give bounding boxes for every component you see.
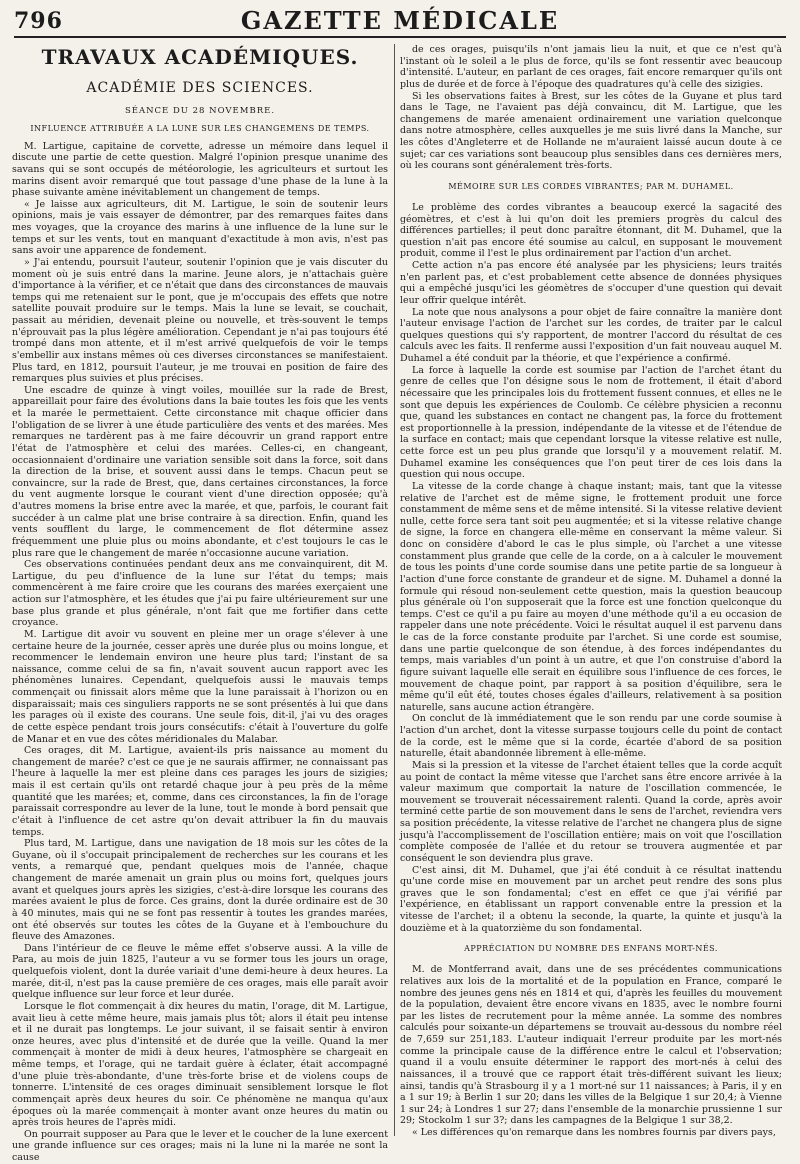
paragraph: Lorsque le flot commençait à dix heures du matin, l'orage, dit M. Lartigue, avait lieu à cette même heure, mais jamais plus tôt; alors il était peu intense et il ne durait pas longtemps. Le jour suivant, il se faisait sentir à environ onze heures, avec plus d'intensité et de durée que la veille. Quand la mer commençait à monter de midi à deux heures, l'atmosphère se chargeait en même temps, et l'orage, qui ne tardait guère à éclater, était accompagné d'une pluie très-abondante, d'une très-forte brise et de violens coups de tonnerre. L'intensité de ces orages diminuait sensiblement lorsque le flot commençait après deux heures du soir. Ce phénomène ne manqua qu'aux époques où la marée commençait à monter avant onze heures du matin ou après trois heures de l'après midi. [12, 1000, 388, 1129]
paragraph: « Les différences qu'on remarque dans les nombres fournis par divers pays, [412, 1127, 776, 1138]
seance-date: SÉANCE DU 28 NOVEMBRE. [124, 106, 276, 116]
paragraph: On pourrait supposer au Para que le lever et le coucher de la lune exercent une grande influence sur ces orages; mais ni la lune ni la marée ne sont la cause [12, 1128, 388, 1163]
paragraph: La vitesse de la corde change à chaque instant; mais, tant que la vitesse relative de l'archet est de même signe, le frottement produit une force constamment de même sens et de même intensité. Si la vitesse relative devient nulle, cette force sera tant soit peu augmentée; et si la vitesse relative change de signe, la force en changera elle-même en conservant la même valeur. Si donc on considère d'abord le cas le plus simple, où l'archet a une vitesse constamment plus grande que celle de la corde, on a à calculer le mouvement de tous les points d'une corde soumise dans une petite partie de sa longueur à l'action d'une force constante de grandeur et de signe. M. Duhamel a donné la formule qui résoud non-seulement cette question, mais la question beaucoup plus générale où l'on supposerait que la force est une fonction quelconque du temps. C'est ce qu'il a pu faire au moyen d'une méthode qu'il a eu occasion de rappeler dans une note précédente. Voici le résultat auquel il est parvenu dans le cas de la force constante produite par l'archet. Si une corde est soumise, dans une partie quelconque de son étendue, à des forces indépendantes du temps, mais variables d'un point à un autre, et que l'on construise d'abord la figure suivant laquelle elle serait en équilibre sous l'influence de ces forces, le mouvement de chaque point, par rapport à sa position d'équilibre, sera le même qu'il eût été, toutes choses égales d'ailleurs, relativement à sa position naturelle, sans aucune action étrangère. [400, 480, 782, 713]
paragraph: « Je laisse aux agriculteurs, dit M. Lartigue, le soin de soutenir leurs opinions, mais je vais essayer de démontrer, par des remarques faites dans mes voyages, que la croyance des marins à une influence de la lune sur le temps et sur les vents, tout en manquant d'exactitude à mon avis, n'est pas sans avoir une apparence de fondement. [12, 198, 388, 257]
cordes-paragraphs [400, 202, 782, 934]
topic-heading-lune: INFLUENCE ATTRIBUÉE A LA LUNE SUR LES CHANGEMENS DE TEMPS. [30, 123, 370, 133]
page-header [14, 6, 786, 38]
paragraph: Le problème des cordes vibrantes a beaucoup exercé la sagacité des géomètres, et c'est à lui qu'on doit les premiers progrès du calcul des différences partielles; il peut donc paraître étonnant, dit M. Duhamel, que la question n'ait pas encore été soumise au calcul, en supposant le mouvement produit, comme il l'est le plus ordinairement par l'action d'un archet. [400, 201, 782, 260]
subsection-title: ACADÉMIE DES SCIENCES. [86, 80, 314, 96]
paragraph: Cette action n'a pas encore été analysée par les physiciens; leurs traités n'en parlent pas, et c'est probablement cette absence de données physiques qui a empêché jusqu'ici les géomètres de s'occuper d'une question qui devait leur offrir quelque intérêt. [400, 260, 782, 306]
page-number: 796 [14, 8, 63, 34]
left-column [12, 44, 388, 1163]
right-column [400, 44, 782, 1136]
paragraph: Ces orages, dit M. Lartigue, avaient-ils pris naissance au moment du changement de marée? c'est ce que je ne saurais affirmer, ne connaissant pas l'heure à laquelle la mer est pleine dans ces parages les jours de sizigies; mais il est certain qu'ils ont retardé chaque jour à peu près de la même quantité que les marées; et, comme, dans ces circonstances, la fin de l'orage paraissait correspondre au lever de la lune, tout le monde à bord pensait que c'était à l'influence de cet astre qu'on devait attribuer la fin du mauvais temps. [12, 745, 388, 838]
paragraph: de ces orages, puisqu'ils n'ont jamais lieu la nuit, et que ce n'est qu'à l'instant où le soleil a le plus de force, qu'ils se font ressentir avec beaucoup d'intensité. L'auteur, en parlant de ces orages, fait encore remarquer qu'ils ont plus de durée et de force à l'époque des quadratures qu'à celle des sizigies. [400, 44, 782, 90]
topic-heading-cordes: MÉMOIRE SUR LES CORDES VIBRANTES; PAR M. DUHAMEL. [448, 181, 734, 191]
column-divider [394, 44, 395, 1136]
left-paragraphs [12, 141, 388, 1164]
journal-title: GAZETTE MÉDICALE [240, 6, 560, 35]
paragraph: Plus tard, M. Lartigue, dans une navigation de 18 mois sur les côtes de la Guyane, où il s'occupait principalement de recherches sur les courans et les vents, a remarqué que, pendant quelques mois de l'année, chaque changement de marée amenait un grain plus ou moins fort, quelques jours avant et quelques jours après les sizigies, c'est-à-dire lorsque les courans des marées avaient le plus de force. Ces grains, dont la durée ordinaire est de 30 à 40 minutes, mais qui ne se font pas ressentir à toutes les grandes marées, ont été observés sur toutes les côtes de la Guyane et à l'embouchure du fleuve des Amazones. [12, 838, 388, 943]
paragraph: M. de Montferrand avait, dans une de ses précédentes communications relatives aux lois de la mortalité et de la population en France, comparé le nombre des jeunes gens nés en 1814 et qui, d'après les feuilles du mouvement de la population, devaient être encore vivans en 1835, avec le nombre fourni par les listes de recrutement pour la même année. La somme des nombres calculés pour soixante-un départemens se trouvait au-dessous du nombre réel de 7,659 sur 251,183. L'auteur indiquait l'erreur produite par les mort-nés comme la principale cause de la différence entre le calcul et l'observation; quand il a voulu ensuite déterminer le rapport des mort-nés à celui des naissances, il a trouvé que ce rapport était très-différent suivant les lieux; ainsi, tandis qu'à Strasbourg il y a 1 mort-né sur 11 naissances; à Paris, il y en a 1 sur 19; à Berlin 1 sur 20; dans les villes de la Belgique 1 sur 20,4; à Vienne 1 sur 24; à Londres 1 sur 27; dans l'ensemble de la monarchie prussienne 1 sur 29; Stockolm 1 sur 3?; dans les campagnes de la Belgique 1 sur 38,2. [400, 964, 782, 1127]
paragraph: On conclut de là immédiatement que le son rendu par une corde soumise à l'action d'un archet, dont la vitesse surpasse toujours celle du point de contact de la corde, est le même que si la corde, écartée d'abord de sa position naturelle, était abandonnée librement à elle-même. [400, 713, 782, 760]
topic-heading-mort-nes: APPRÉCIATION DU NOMBRE DES ENFANS MORT-NÉS. [464, 944, 718, 954]
section-title: TRAVAUX ACADÉMIQUES. [41, 45, 359, 69]
right-paragraphs-continued [400, 44, 782, 172]
paragraph: C'est ainsi, dit M. Duhamel, que j'ai été conduit à ce résultat inattendu qu'une corde mise en mouvement par un archet peut rendre des sons plus graves que le son fondamental; c'est en effet ce que j'ai vérifié par l'expérience, en établissant un rapport convenable entre la pression et la vitesse de l'archet; il a obtenu la seconde, la quarte, la quinte et jusqu'à la douzième et à la quatorzième du son fondamental. [400, 864, 782, 934]
paragraph: La note que nous analysons a pour objet de faire connaître la manière dont l'auteur envisage l'action de l'archet sur les cordes, de traiter par le calcul quelques questions qui s'y rapportent, de montrer l'accord du résultat de ces calculs avec les faits. Il renferme aussi l'exposition d'un fait nouveau auquel M. Duhamel a été conduit par la théorie, et que l'expérience a confirmé. [400, 306, 782, 364]
paragraph: M. Lartigue, capitaine de corvette, adresse un mémoire dans lequel il discute une partie de cette question. Malgré l'opinion presque unanime des savans qui se sont occupés de météorologie, les agriculteurs et surtout les marins disent avoir remarqué que tout passage d'une phase de la lune à la phase suivante amène inévitablement un changement de temps. [12, 140, 388, 199]
paragraph: Une escadre de quinze à vingt voiles, mouillée sur la rade de Brest, appareillait pour faire des évolutions dans la baie toutes les fois que les vents et la marée le permettaient. Cette circonstance mit chaque officier dans l'obligation de se livrer à une étude particulière des vents et des marées. Mes remarques ne tardèrent pas à me faire découvrir un grand rapport entre l'état de l'atmosphère et celui des marées. Celles-ci, en changeant, occasionnaient d'ordinaire une variation sensible soit dans la force, soit dans la direction de la brise, et souvent aussi dans le temps. Chacun peut se convaincre, sur la rade de Brest, que, dans certaines circonstances, la force du vent augmente lorsque le courant vient d'une direction opposée; qu'à d'autres momens la brise entre avec la marée, et que, parfois, le courant fait succéder à un calme plat une brise contraire à sa direction. Enfin, quand les vents soufflent du large, le commencement de flot détermine assez fréquemment une pluie plus ou moins abondante, et c'est toujours le cas le plus rare que le changement de marée n'occasionne aucune variation. [12, 384, 388, 559]
paragraph: » J'ai entendu, poursuit l'auteur, soutenir l'opinion que je vais discuter du moment où je suis entré dans la marine. Jeune alors, je n'attachais guère d'importance à la vérifier, et ce n'était que dans des circonstances de mauvais temps qui me retenaient sur le pont, que je m'occupais des effets que notre satellite pouvait produire sur le temps. Mais la lune se levait, se couchait, passait au méridien, devenait pleine ou nouvelle, et très-souvent le temps n'éprouvait pas la plus légère amélioration. Cependant je n'ai pas toujours été trompé dans mon attente, et il m'est arrivé quelquefois de voir le temps s'embellir aux instans mêmes où ces diverses circonstances se manifestaient. Plus tard, en 1812, poursuit l'auteur, je me trouvai en position de faire des remarques plus suivies et plus précises. [12, 256, 388, 385]
paragraph: Si les observations faites à Brest, sur les côtes de la Guyane et plus tard dans le Tage, ne l'avaient pas déjà convaincu, dit M. Lartigue, que les changemens de marée amenaient ordinairement une variation quelconque dans notre atmosphère, celles auxquelles je me suis livré dans la Manche, sur les côtes d'Angleterre et de Hollande ne m'auraient laissé aucun doute à ce sujet; car ces variations sont beaucoup plus sensibles dans ces dernières mers, où les courans sont généralement très-forts. [400, 90, 782, 172]
mort-nes-paragraphs [400, 964, 782, 1138]
paragraph: Mais si la pression et la vitesse de l'archet étaient telles que la corde acquît au point de contact la même vitesse que l'archet sans être encore arrivée à la valeur maximum que comportait la nature de l'oscillation commencée, le mouvement se trouverait nécessairement ralenti. Quand la corde, après avoir terminé cette partie de son mouvement dans le sens de l'archet, reviendra vers sa position précédente, la vitesse relative de l'archet ne changera plus de signe jusqu'à l'accomplissement de l'oscillation entière; mais on voit que l'oscillation complète composée de l'allée et du retour se trouvera augmentée et par conséquent le son deviendra plus grave. [400, 759, 782, 864]
paragraph: La force à laquelle la corde est soumise par l'action de l'archet étant du genre de celles que l'on désigne sous le nom de frottement, il était d'abord nécessaire que les principales lois du frottement fussent connues, et elles ne le sont que depuis les expériences de Coulomb. Ce célèbre physicien a reconnu que, quand les substances en contact ne changent pas, la force du frottement est proportionnelle à la pression, indépendante de la vitesse et de l'étendue de la surface en contact; mais que cependant lorsque la vitesse relative est nulle, cette force est un peu plus grande que lorsqu'il y a mouvement relatif. M. Duhamel examine les conséquences que l'on peut tirer de ces lois dans la question qui nous occupe. [400, 364, 782, 481]
paragraph: Dans l'intérieur de ce fleuve le même effet s'observe aussi. A la ville de Para, au mois de juin 1825, l'auteur a vu se former tous les jours un orage, quelquefois violent, dont la durée variait d'une demi-heure à deux heures. La marée, dit-il, n'est pas la cause première de ces orages, mais elle paraît avoir quelque influence sur leur force et leur durée. [12, 942, 388, 1001]
paragraph: M. Lartigue dit avoir vu souvent en pleine mer un orage s'élever à une certaine heure de la journée, cesser après une durée plus ou moins longue, et recommencer le lendemain environ une heure plus tard; l'instant de sa naissance, comme celui de sa fin, n'avait souvent aucun rapport avec les phénomènes lunaires. Cependant, quelquefois aussi le mauvais temps commençait ou finissait alors même que la lune paraissait à l'horizon ou en disparaissait; mais ces singuliers rapports ne se sont présentés à lui que dans les parages où il existe des courans. Une seule fois, dit-il, j'ai vu des orages de cette espèce pendant trois jours consécutifs: c'était à l'ouverture du golfe de Manar et en vue des côtes méridionales du Malabar. [12, 628, 388, 745]
paragraph: Ces observations continuées pendant deux ans me convainquirent, dit M. Lartigue, du peu d'influence de la lune sur l'état du temps; mais commencèrent à me faire croire que les courans des marées exerçaient une action sur l'atmosphère, et les études que j'ai pu faire ultérieurement sur une base plus grande et plus générale, n'ont fait que me fortifier dans cette croyance. [12, 559, 388, 629]
